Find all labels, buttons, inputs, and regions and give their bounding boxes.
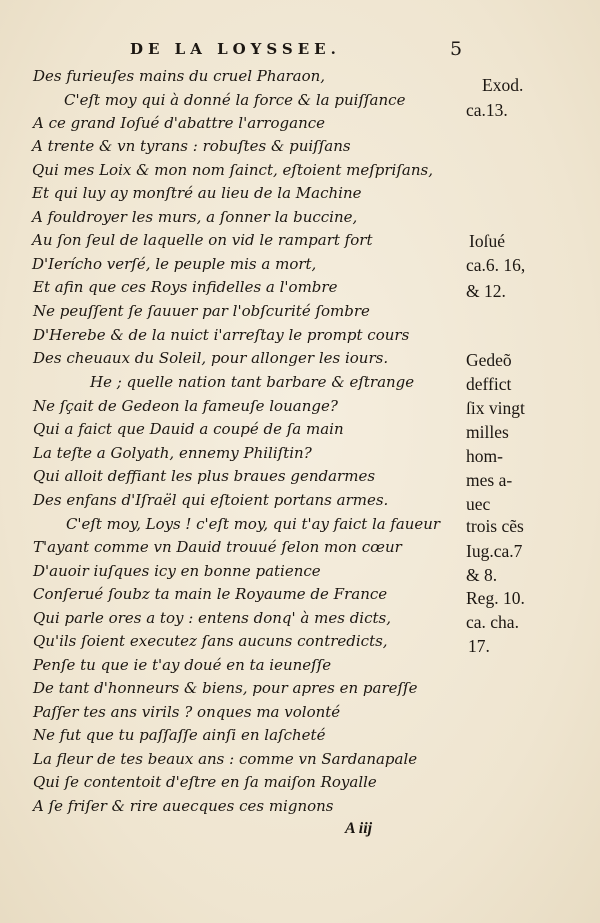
margin-note: ca.6. 16,	[466, 255, 526, 275]
margin-note: deffict	[466, 374, 512, 394]
verse-line: Qui a faict que Dauid a coupé de ſa main	[33, 420, 344, 438]
margin-note: ca.13.	[466, 100, 508, 120]
verse-line: Qui ſe contentoit d'eſtre en ſa maiſon Royalle	[33, 773, 377, 791]
margin-note: ſix vingt	[466, 398, 525, 418]
page-number: 5	[450, 38, 463, 60]
verse-line: Ne fut que tu paſſaſſe ainſi en laſcheté	[33, 726, 326, 744]
margin-note: ca. cha.	[466, 612, 519, 632]
verse-line: Au ſon ſeul de laquelle on vid le rampart fort	[32, 231, 373, 249]
verse-line: La fleur de tes beaux ans : comme vn Sardanapale	[33, 750, 418, 768]
signature-mark: A iij	[345, 820, 373, 837]
verse-line: C'eſt moy qui à donné la force & la puiſſance	[64, 91, 406, 109]
verse-line: Ne ſçait de Gedeon la fameuſe louange?	[33, 397, 338, 415]
verse-line: Conſerué ſoubz ta main le Royaume de France	[33, 585, 388, 603]
verse-line: A ce grand Ioſué d'abattre l'arrogance	[33, 114, 326, 132]
margin-note: 17.	[468, 636, 490, 656]
verse-line: Qu'ils ſoient executez ſans aucuns contredicts,	[33, 632, 388, 650]
verse-line: Des enfans d'Iſraël qui eſtoient portans armes.	[33, 491, 389, 509]
verse-line: De tant d'honneurs & biens, pour apres en pareſſe	[33, 679, 418, 697]
verse-line: D'auoir iuſques icy en bonne patience	[33, 562, 321, 580]
verse-line: T'ayant comme vn Dauid trouué ſelon mon cœur	[33, 538, 402, 556]
margin-note: uec	[466, 494, 491, 514]
verse-line: Des cheuaux du Soleil, pour allonger les iours.	[33, 349, 389, 367]
verse-line: He ; quelle nation tant barbare & eſtrange	[90, 373, 415, 391]
running-title: DE LA LOYSSEE.	[130, 40, 341, 58]
margin-note: Reg. 10.	[466, 588, 525, 608]
margin-note: Ioſué	[469, 231, 505, 251]
verse-line: Qui mes Loix & mon nom ſainct, eſtoient meſpriſans,	[32, 161, 433, 179]
verse-line: D'Ierícho verſé, le peuple mis a mort,	[32, 255, 317, 273]
verse-line: Et qui luy ay monſtré au lieu de la Machine	[32, 184, 362, 202]
verse-line: A ſe friſer & rire auecques ces mignons	[33, 797, 334, 815]
margin-note: Gedeõ	[466, 350, 512, 370]
margin-note: milles	[466, 422, 509, 442]
verse-line: Des furieuſes mains du cruel Pharaon,	[33, 67, 326, 85]
verse-line: C'eſt moy, Loys ! c'eſt moy, qui t'ay faict la faueur	[66, 515, 440, 533]
verse-line: Ne peuſſent ſe ſauuer par l'obſcurité ſombre	[33, 302, 370, 320]
verse-line: Penſe tu que ie t'ay doué en ta ieuneſſe	[33, 656, 332, 674]
verse-line: D'Herebe & de la nuict i'arreſtay le prompt cours	[33, 326, 410, 344]
verse-line: Qui parle ores a toy : entens donq' à mes dicts,	[33, 609, 391, 627]
verse-line: Et afin que ces Roys infidelles a l'ombre	[33, 278, 338, 296]
margin-note: Exod.	[482, 75, 524, 95]
margin-note: Iug.ca.7	[466, 541, 523, 561]
verse-line: A fouldroyer les murs, a ſonner la buccine,	[32, 208, 358, 226]
margin-note: mes a-	[466, 470, 513, 490]
margin-note: & 12.	[466, 281, 506, 301]
margin-note: hom-	[466, 446, 503, 466]
verse-line: A trente & vn tyrans : robuſtes & puiſſans	[32, 137, 351, 155]
verse-line: La teſte a Golyath, ennemy Philiſtin?	[33, 444, 312, 462]
margin-note: & 8.	[466, 565, 498, 585]
margin-note: trois cẽs	[466, 516, 524, 536]
verse-line: Paſſer tes ans virils ? onques ma volonté	[33, 703, 341, 721]
verse-line: Qui alloit deffiant les plus braues gendarmes	[33, 467, 376, 485]
